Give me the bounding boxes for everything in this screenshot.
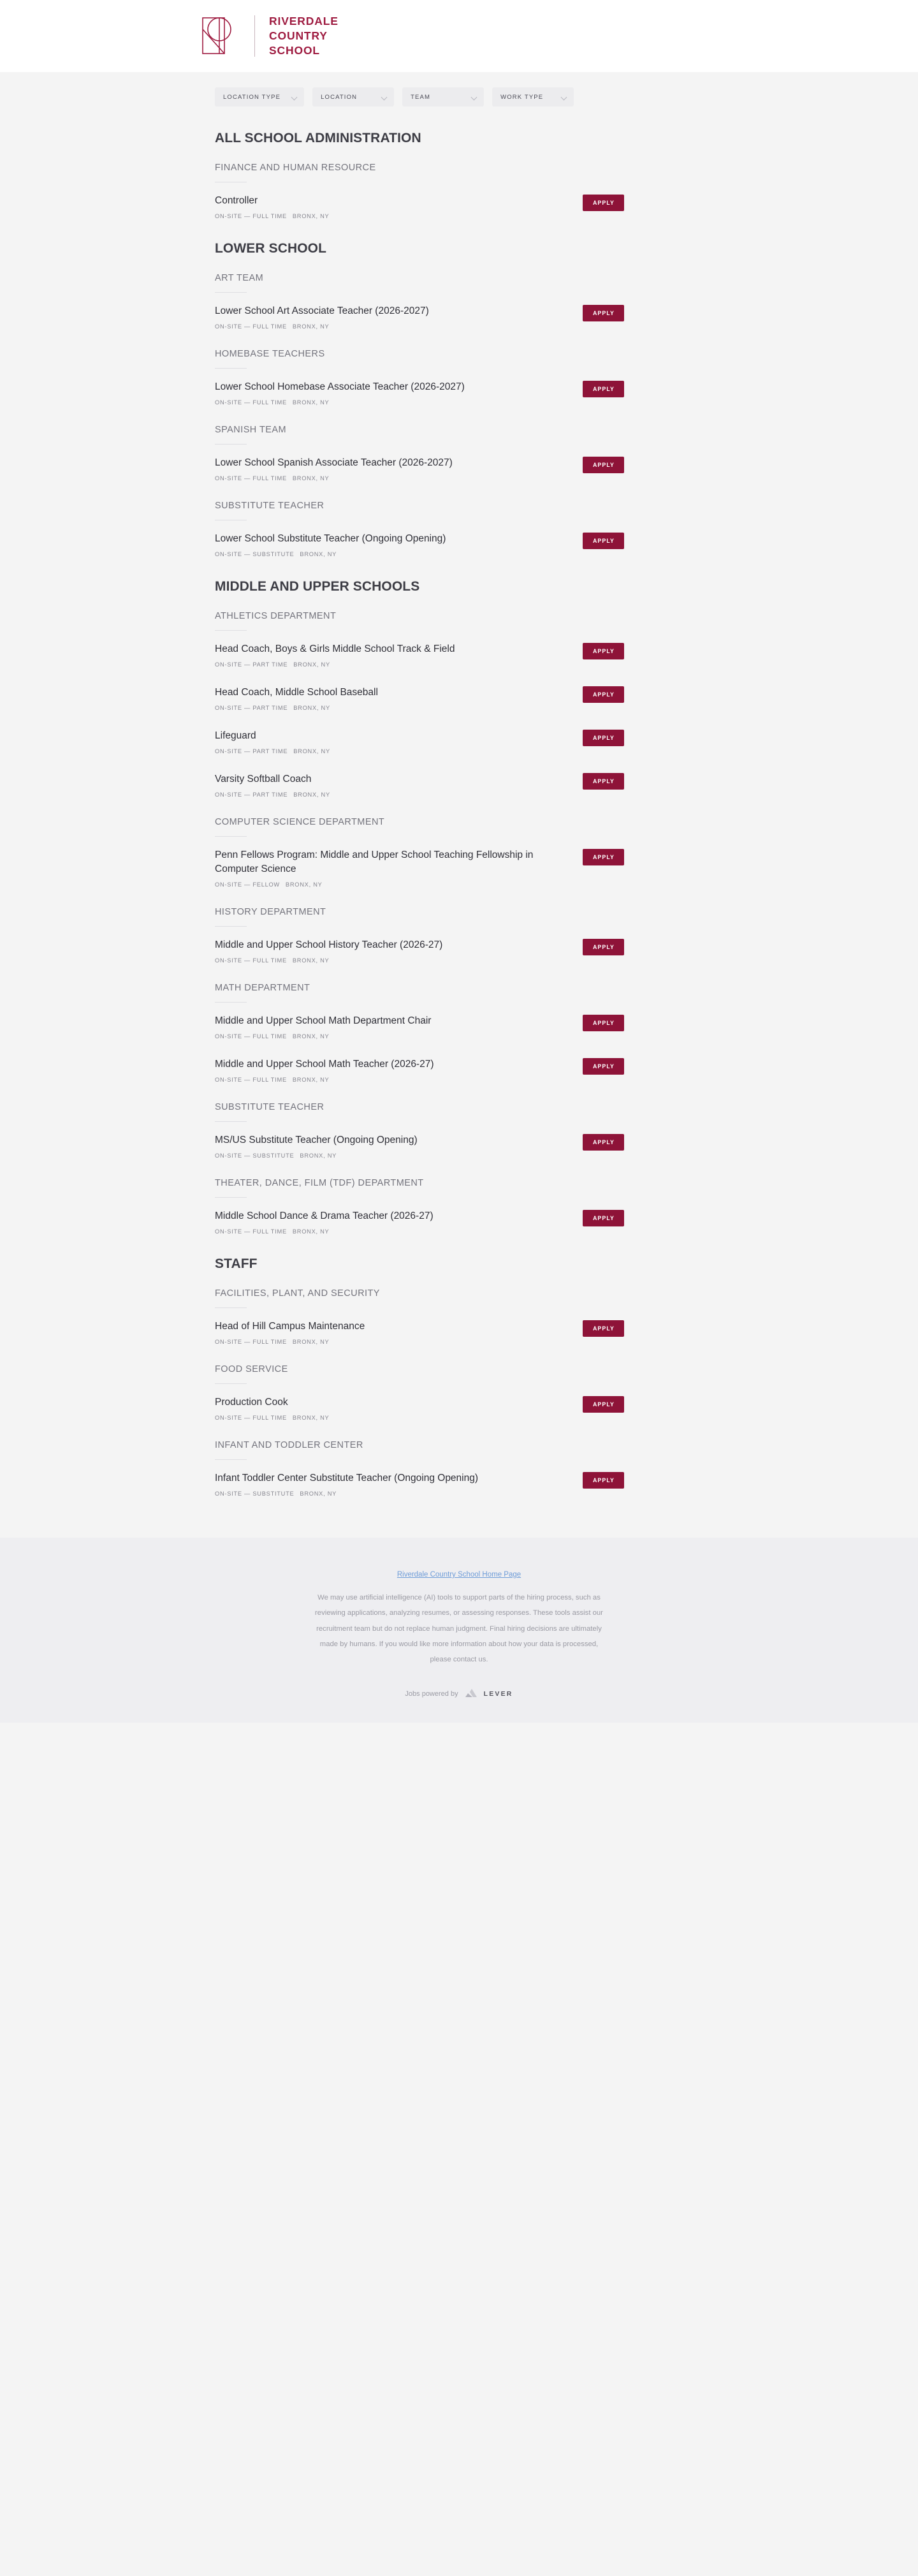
filter-location[interactable] [312, 87, 394, 107]
department-divider [215, 368, 247, 369]
apply-button[interactable]: APPLY [583, 773, 624, 790]
brand-line-3: SCHOOL [269, 44, 320, 57]
posting-group [215, 560, 624, 1237]
lever-logo-icon [464, 1689, 478, 1698]
department-title: HOMEBASE TEACHERS [215, 349, 325, 359]
posting-title: Production Cook [215, 1397, 288, 1408]
powered-by-label: Jobs powered by [405, 1689, 458, 1698]
department-title: FACILITIES, PLANT, AND SECURITY [215, 1288, 380, 1299]
posting-meta [215, 1339, 365, 1345]
apply-button[interactable]: APPLY [583, 457, 624, 473]
posting-group-title: MIDDLE AND UPPER SCHOOLS [215, 579, 420, 594]
posting-department [215, 594, 624, 800]
posting-row[interactable] [215, 772, 624, 800]
apply-button[interactable]: APPLY [583, 1210, 624, 1226]
posting-row[interactable] [215, 1320, 624, 1348]
job-postings-list [0, 119, 918, 1499]
posting-group [215, 222, 624, 560]
posting-group-title: STAFF [215, 1256, 258, 1271]
apply-button[interactable]: APPLY [583, 686, 624, 703]
posting-location: BRONX, NY [292, 475, 330, 482]
apply-button[interactable]: APPLY [583, 730, 624, 746]
posting-row[interactable] [215, 1395, 624, 1424]
posting-info [215, 1014, 431, 1040]
posting-title: Middle School Dance & Drama Teacher (2026-27) [215, 1211, 433, 1221]
posting-department [215, 1424, 624, 1499]
filter-work-type[interactable] [492, 87, 574, 107]
posting-commitment: ON-SITE — FULL TIME [215, 1415, 287, 1421]
posting-meta [215, 1415, 329, 1421]
brand-lockup[interactable] [200, 14, 339, 59]
posting-info [215, 1395, 329, 1421]
posting-department [215, 332, 624, 408]
posting-row[interactable] [215, 1209, 624, 1237]
posting-department [215, 1161, 624, 1237]
posting-commitment: ON-SITE — SUBSTITUTE [215, 551, 295, 557]
posting-row[interactable] [215, 380, 624, 408]
department-title: HISTORY DEPARTMENT [215, 907, 326, 917]
posting-title: Middle and Upper School History Teacher (2026-27) [215, 939, 443, 950]
department-title: ART TEAM [215, 273, 264, 283]
posting-title: Varsity Softball Coach [215, 774, 312, 784]
posting-title: Head Coach, Middle School Baseball [215, 687, 378, 698]
posting-commitment: ON-SITE — PART TIME [215, 661, 288, 668]
filter-location-type-label: LOCATION TYPE [223, 93, 281, 101]
apply-button[interactable]: APPLY [583, 533, 624, 549]
apply-button[interactable]: APPLY [583, 939, 624, 955]
posting-title: Lower School Spanish Associate Teacher (2026-2027) [215, 457, 453, 468]
posting-meta [215, 323, 429, 330]
department-divider [215, 836, 247, 837]
lever-wordmark: LEVER [483, 1689, 513, 1698]
apply-button[interactable]: APPLY [583, 1058, 624, 1075]
chevron-down-icon [562, 95, 567, 99]
posting-meta [215, 957, 442, 964]
posting-info [215, 938, 442, 964]
chevron-down-icon [382, 95, 388, 99]
posting-location: BRONX, NY [292, 1339, 330, 1345]
posting-info [215, 848, 534, 888]
posting-group [215, 127, 624, 222]
chevron-down-icon [472, 95, 477, 99]
department-title: SUBSTITUTE TEACHER [215, 1102, 324, 1112]
posting-info [215, 304, 429, 330]
posting-department [215, 1272, 624, 1348]
filter-bar [0, 72, 918, 119]
department-title: THEATER, DANCE, FILM (TDF) DEPARTMENT [215, 1178, 424, 1188]
posting-meta [215, 1490, 478, 1497]
department-title: MATH DEPARTMENT [215, 983, 310, 993]
posting-title: Middle and Upper School Math Department Chair [215, 1015, 432, 1026]
posting-row[interactable] [215, 532, 624, 560]
filter-location-type[interactable] [215, 87, 304, 107]
posting-meta [215, 791, 330, 798]
apply-button[interactable]: APPLY [583, 305, 624, 321]
site-footer [0, 1538, 918, 1723]
posting-info [215, 686, 378, 711]
posting-meta [215, 661, 455, 668]
department-title: INFANT AND TODDLER CENTER [215, 1440, 363, 1450]
posting-commitment: ON-SITE — FULL TIME [215, 1033, 287, 1040]
apply-button[interactable]: APPLY [583, 381, 624, 397]
apply-button[interactable]: APPLY [583, 1472, 624, 1489]
posting-location: BRONX, NY [292, 323, 330, 330]
posting-title: Lower School Homebase Associate Teacher (2026-2027) [215, 381, 465, 392]
department-divider [215, 630, 247, 631]
posting-row[interactable] [215, 1133, 624, 1161]
posting-commitment: ON-SITE — FULL TIME [215, 213, 287, 219]
department-title: SPANISH TEAM [215, 425, 287, 435]
posting-commitment: ON-SITE — FULL TIME [215, 957, 287, 964]
posting-info [215, 456, 453, 482]
posting-commitment: ON-SITE — FULL TIME [215, 475, 287, 482]
department-title: ATHLETICS DEPARTMENT [215, 611, 337, 621]
department-divider [215, 1383, 247, 1384]
posting-department [215, 256, 624, 332]
posting-commitment: ON-SITE — FELLOW [215, 881, 280, 888]
posting-info [215, 772, 330, 798]
posting-location: BRONX, NY [292, 1415, 330, 1421]
department-divider [215, 1002, 247, 1003]
posting-commitment: ON-SITE — SUBSTITUTE [215, 1490, 295, 1497]
filter-team-label: TEAM [411, 93, 431, 101]
posting-commitment: ON-SITE — FULL TIME [215, 1228, 287, 1235]
posting-location: BRONX, NY [293, 705, 330, 711]
riverdale-r-monogram-icon [200, 15, 239, 56]
apply-button[interactable]: APPLY [583, 1320, 624, 1337]
posting-row[interactable] [215, 848, 624, 890]
posting-department [215, 890, 624, 966]
posting-group-title: LOWER SCHOOL [215, 241, 327, 256]
site-header [0, 0, 918, 72]
posting-location: BRONX, NY [285, 881, 323, 888]
posting-department [215, 408, 624, 484]
posting-meta [215, 1152, 418, 1159]
posting-info [215, 532, 446, 557]
posting-location: BRONX, NY [293, 791, 330, 798]
posting-title: Lifeguard [215, 730, 256, 741]
posting-location: BRONX, NY [300, 1490, 337, 1497]
department-divider [215, 1459, 247, 1460]
posting-location: BRONX, NY [300, 551, 337, 557]
posting-location: BRONX, NY [292, 399, 330, 406]
posting-meta [215, 1228, 433, 1235]
posting-title: Lower School Art Associate Teacher (2026-2027) [215, 305, 429, 316]
posting-title: Infant Toddler Center Substitute Teacher (Ongoing Opening) [215, 1473, 479, 1483]
posting-department [215, 800, 624, 890]
brand-divider [254, 15, 255, 57]
filter-work-type-label: WORK TYPE [500, 93, 544, 101]
posting-department [215, 146, 624, 222]
posting-info [215, 1320, 365, 1345]
department-title: COMPUTER SCIENCE DEPARTMENT [215, 817, 385, 827]
posting-row[interactable] [215, 456, 624, 484]
posting-commitment: ON-SITE — FULL TIME [215, 399, 287, 406]
posting-commitment: ON-SITE — PART TIME [215, 705, 288, 711]
posting-info [215, 1057, 434, 1083]
posting-meta [215, 705, 378, 711]
posting-info [215, 642, 455, 668]
posting-info [215, 729, 330, 754]
posting-row[interactable] [215, 1471, 624, 1499]
apply-button[interactable]: APPLY [583, 1134, 624, 1151]
apply-button[interactable]: APPLY [583, 849, 624, 865]
posting-meta [215, 399, 465, 406]
posting-department [215, 1086, 624, 1161]
posting-location: BRONX, NY [292, 957, 330, 964]
department-divider [215, 1121, 247, 1122]
department-divider [215, 292, 247, 293]
posting-row[interactable] [215, 642, 624, 686]
apply-button[interactable]: APPLY [583, 195, 624, 211]
posting-group-title: ALL SCHOOL ADMINISTRATION [215, 131, 421, 145]
posting-department [215, 966, 624, 1086]
brand-line-2: COUNTRY [269, 29, 328, 42]
posting-meta [215, 551, 446, 557]
brand-wordmark [269, 14, 339, 59]
posting-meta [215, 475, 453, 482]
posting-location: BRONX, NY [300, 1152, 337, 1159]
department-title: SUBSTITUTE TEACHER [215, 501, 324, 511]
posting-location: BRONX, NY [292, 1033, 330, 1040]
posting-commitment: ON-SITE — PART TIME [215, 791, 288, 798]
posting-title: Middle and Upper School Math Teacher (2026-27) [215, 1059, 434, 1070]
apply-button[interactable]: APPLY [583, 1396, 624, 1413]
ai-disclosure-text: We may use artificial intelligence (AI) tools to support parts of the hiring process, such as reviewing applications, analyzing resumes, or assessing responses. These tools assist our recruitment team but do not replace human judgment. Final hiring decisions are ultimately made by humans. If you would like more information about how your data is processed, please contact us. [315, 1594, 603, 1664]
posting-title: Controller [215, 195, 258, 206]
posting-title: Lower School Substitute Teacher (Ongoing Opening) [215, 533, 446, 544]
posting-meta [215, 748, 330, 754]
posting-location: BRONX, NY [292, 1228, 330, 1235]
posting-department [215, 484, 624, 560]
posting-info [215, 1133, 418, 1159]
brand-line-1: RIVERDALE [269, 14, 339, 27]
posting-meta [215, 1077, 434, 1083]
posting-row[interactable] [215, 938, 624, 966]
posting-title: Head Coach, Boys & Girls Middle School Track & Field [215, 644, 455, 654]
posting-info [215, 380, 465, 406]
posting-commitment: ON-SITE — SUBSTITUTE [215, 1152, 295, 1159]
posting-department [215, 1348, 624, 1424]
posting-title: Head of Hill Campus Maintenance [215, 1321, 365, 1332]
posting-group [215, 1237, 624, 1499]
posting-location: BRONX, NY [293, 748, 330, 754]
posting-info [215, 194, 329, 219]
posting-meta [215, 1033, 431, 1040]
apply-button[interactable]: APPLY [583, 643, 624, 659]
posting-meta [215, 881, 534, 888]
department-divider [215, 444, 247, 445]
posting-row[interactable] [215, 686, 624, 729]
chevron-down-icon [292, 95, 298, 99]
posting-row[interactable] [215, 304, 624, 332]
posting-meta [215, 213, 329, 219]
department-divider [215, 926, 247, 927]
department-title: FINANCE AND HUMAN RESOURCE [215, 163, 376, 173]
department-title: FOOD SERVICE [215, 1364, 288, 1374]
posting-info [215, 1471, 478, 1497]
filter-location-label: LOCATION [321, 93, 358, 101]
posting-location: BRONX, NY [293, 661, 330, 668]
posting-commitment: ON-SITE — FULL TIME [215, 1077, 287, 1083]
posting-location: BRONX, NY [292, 213, 330, 219]
posting-row[interactable] [215, 1014, 624, 1057]
posting-commitment: ON-SITE — FULL TIME [215, 1339, 287, 1345]
posting-commitment: ON-SITE — PART TIME [215, 748, 288, 754]
posting-location: BRONX, NY [292, 1077, 330, 1083]
department-divider [215, 1307, 247, 1308]
filter-team[interactable] [402, 87, 484, 107]
home-page-link[interactable]: Riverdale Country School Home Page [397, 1571, 521, 1579]
posting-title: Penn Fellows Program: Middle and Upper School Teaching Fellowship in Computer Science [215, 850, 534, 874]
posting-commitment: ON-SITE — FULL TIME [215, 323, 287, 330]
posting-title: MS/US Substitute Teacher (Ongoing Opening) [215, 1135, 418, 1145]
posting-row[interactable] [215, 1057, 624, 1086]
posting-row[interactable] [215, 194, 624, 222]
powered-by-lever[interactable] [0, 1689, 918, 1698]
department-divider [215, 1197, 247, 1198]
apply-button[interactable]: APPLY [583, 1015, 624, 1031]
posting-info [215, 1209, 433, 1235]
posting-row[interactable] [215, 729, 624, 772]
